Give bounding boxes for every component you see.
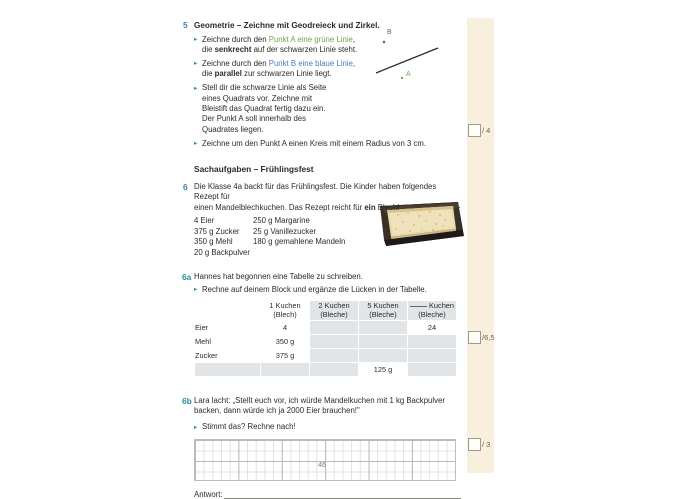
header-top: 5 Kuchen: [367, 301, 399, 311]
score-max-exercise6b: / 3: [482, 440, 491, 449]
page-number: 46: [318, 462, 326, 469]
task-1-line1-pre: Zeichne durch den: [202, 34, 269, 44]
exercise-6: [183, 182, 461, 258]
task-3-text: Stell dir die schwarze Linie als Seite eines Quadrats vor. Zeichne mit Bleistift das Quadrat fertig dazu ein. Der Punkt A soll innerhalb des Quadrates liegen.: [202, 83, 327, 134]
exercise-6a: [183, 272, 461, 376]
ingredient-item: 20 g Backpulver: [194, 247, 250, 257]
table-row: [195, 362, 457, 376]
header-bottom: (Blech): [273, 310, 297, 320]
exercise-5-task-1: [194, 35, 377, 56]
exercise-6-number: 6: [183, 182, 188, 193]
cell-empty-2kuchen[interactable]: [310, 362, 359, 376]
table-row: [195, 320, 457, 334]
cell-zucker-2kuchen[interactable]: [310, 348, 359, 362]
answer-label: Antwort:: [194, 489, 223, 499]
bullet-arrow-icon: ▸: [194, 286, 198, 294]
ingredient-item: 180 g gemahlene Mandeln: [253, 237, 346, 247]
cell-eier-5kuchen[interactable]: [359, 320, 408, 334]
table-header-col2: [310, 301, 359, 320]
table-header-col4-blank[interactable]: [408, 301, 457, 320]
score-max-exercise5: / 4: [482, 126, 491, 135]
worksheet-content: [183, 20, 461, 499]
exercise-6a-number: 6a: [182, 272, 192, 283]
section-heading: Sachaufgaben – Frühlingsfest: [194, 164, 314, 175]
header-top-text: Kuchen: [428, 301, 455, 311]
intro-bold-word: ein: [364, 202, 376, 212]
answer-input-rule[interactable]: [224, 490, 461, 499]
row-label-eier: Eier: [195, 320, 261, 334]
exercise-6b-task-text: Stimmt das? Rechne nach!: [202, 422, 296, 432]
bullet-arrow-icon: ▸: [194, 140, 198, 148]
task-1-line1-post: ,: [352, 34, 356, 44]
quote-line-2: backen, dann würde ich ja 2000 Eier brauchen!": [194, 405, 360, 415]
exercise-6-intro: [194, 182, 461, 213]
intro-line-2-post: Blech!: [375, 202, 400, 212]
table-row: [195, 348, 457, 362]
kuchen-table: [194, 300, 457, 376]
table-header-row: [195, 301, 457, 320]
score-input-exercise5[interactable]: [468, 124, 481, 137]
score-max-exercise6a: /6,5: [482, 333, 495, 342]
bullet-arrow-icon: ▸: [194, 84, 198, 92]
row-label-mehl: Mehl: [195, 334, 261, 348]
bullet-arrow-icon: ▸: [194, 36, 198, 43]
task-1-line2-post: auf der schwarzen Linie steht.: [251, 44, 358, 54]
exercise-5-task-2: [194, 59, 377, 80]
header-bottom: (Bleche): [369, 310, 397, 320]
table-header-col1: [261, 301, 310, 320]
table-header-corner: [195, 301, 261, 320]
intro-line-1: Die Klasse 4a backt für das Frühlingsfest. Die Kinder haben folgendes Rezept für: [194, 182, 437, 202]
cell-mehl-1kuchen: 350 g: [261, 334, 310, 348]
exercise-6a-task-text: Rechne auf deinem Block und ergänze die Lücken in der Tabelle.: [202, 284, 427, 294]
point-a-label: A: [406, 71, 411, 78]
score-input-exercise6a[interactable]: [468, 331, 481, 344]
cell-zucker-1kuchen: 375 g: [261, 348, 310, 362]
exercise-6b-number: 6b: [182, 395, 192, 406]
header-top: [408, 301, 456, 310]
exercise-5-task-4: [194, 139, 474, 149]
row-label-zucker: Zucker: [195, 348, 261, 362]
cell-zucker-5kuchen[interactable]: [359, 348, 408, 362]
score-input-exercise6b[interactable]: [468, 438, 481, 451]
cell-empty-1kuchen[interactable]: [261, 362, 310, 376]
header-bottom: (Bleche): [418, 310, 446, 320]
exercise-5-number: 5: [183, 20, 188, 30]
task-2-line2-post: zur schwarzen Linie liegt.: [241, 69, 332, 79]
task-2-blue-text: Punkt B eine blaue Linie: [268, 58, 353, 68]
task-2-line2-pre: die: [202, 69, 215, 79]
task-1-line2-pre: die: [202, 44, 215, 54]
header-top: 2 Kuchen: [318, 301, 350, 311]
cell-empty-blank[interactable]: [408, 362, 457, 376]
ingredient-item: 25 g Vanillezucker: [253, 226, 317, 236]
score-box-exercise6a[interactable]: [468, 331, 495, 344]
task-2-bold-word: parallel: [214, 69, 242, 79]
task-2-line1-post: ,: [352, 58, 356, 68]
exercise-6b-quote: [194, 396, 461, 417]
score-box-exercise6b[interactable]: [468, 438, 490, 451]
bullet-arrow-icon: ▸: [194, 423, 198, 431]
point-b-label: B: [387, 29, 392, 36]
cell-mehl-5kuchen[interactable]: [359, 334, 408, 348]
ingredient-item: 4 Eier: [194, 216, 215, 226]
task-1-bold-word: senkrecht: [214, 44, 252, 54]
task-2-line1-pre: Zeichne durch den: [202, 58, 269, 68]
cell-mehl-blank[interactable]: [408, 334, 457, 348]
ingredient-item: 350 g Mehl: [194, 237, 233, 247]
score-sidebar: [467, 18, 494, 473]
table-header-col3: [359, 301, 408, 320]
exercise-6a-intro: Hannes hat begonnen eine Tabelle zu schreiben.: [194, 272, 363, 282]
recipe-column-right: [253, 216, 373, 258]
cell-eier-blank: 24: [408, 320, 457, 334]
recipe-column-left: [194, 216, 253, 258]
bullet-arrow-icon: ▸: [194, 60, 198, 68]
task-4-text: Zeichne um den Punkt A einen Kreis mit einem Radius von 3 cm.: [202, 138, 427, 148]
table-row: [195, 334, 457, 348]
recipe-ingredients: [194, 216, 461, 258]
exercise-6b-task: [194, 422, 461, 432]
quote-line-1: Lara lacht: „Stellt euch vor, ich würde Mandelkuchen mit 1 kg Backpulver: [194, 395, 445, 405]
row-label-empty[interactable]: [195, 362, 261, 376]
cell-empty-5kuchen: 125 g: [359, 362, 408, 376]
header-top: 1 Kuchen: [269, 301, 301, 311]
cell-mehl-2kuchen[interactable]: [310, 334, 359, 348]
ingredient-item: 375 g Zucker: [194, 226, 240, 236]
intro-line-2-pre: einen Mandelblechkuchen. Das Rezept reicht für: [194, 202, 365, 212]
ingredient-item: 250 g Margarine: [253, 216, 310, 226]
blank-fill-rule[interactable]: [410, 306, 427, 307]
exercise-6a-task: [194, 285, 461, 295]
score-box-exercise5[interactable]: [468, 124, 490, 137]
cell-zucker-blank[interactable]: [408, 348, 457, 362]
task-1-green-text: Punkt A eine grüne Linie: [268, 34, 353, 44]
exercise-5-task-3: [194, 83, 339, 135]
exercise-5: [183, 20, 461, 149]
header-bottom: (Bleche): [320, 310, 348, 320]
cell-eier-2kuchen[interactable]: [310, 320, 359, 334]
exercise-5-title: Geometrie – Zeichne mit Geodreieck und Zirkel.: [194, 21, 380, 30]
cell-eier-1kuchen: 4: [261, 320, 310, 334]
calculation-grid[interactable]: [194, 439, 456, 481]
kuchen-table-wrapper: [194, 300, 461, 376]
exercise-6b: [183, 396, 461, 499]
answer-row: [194, 490, 461, 499]
